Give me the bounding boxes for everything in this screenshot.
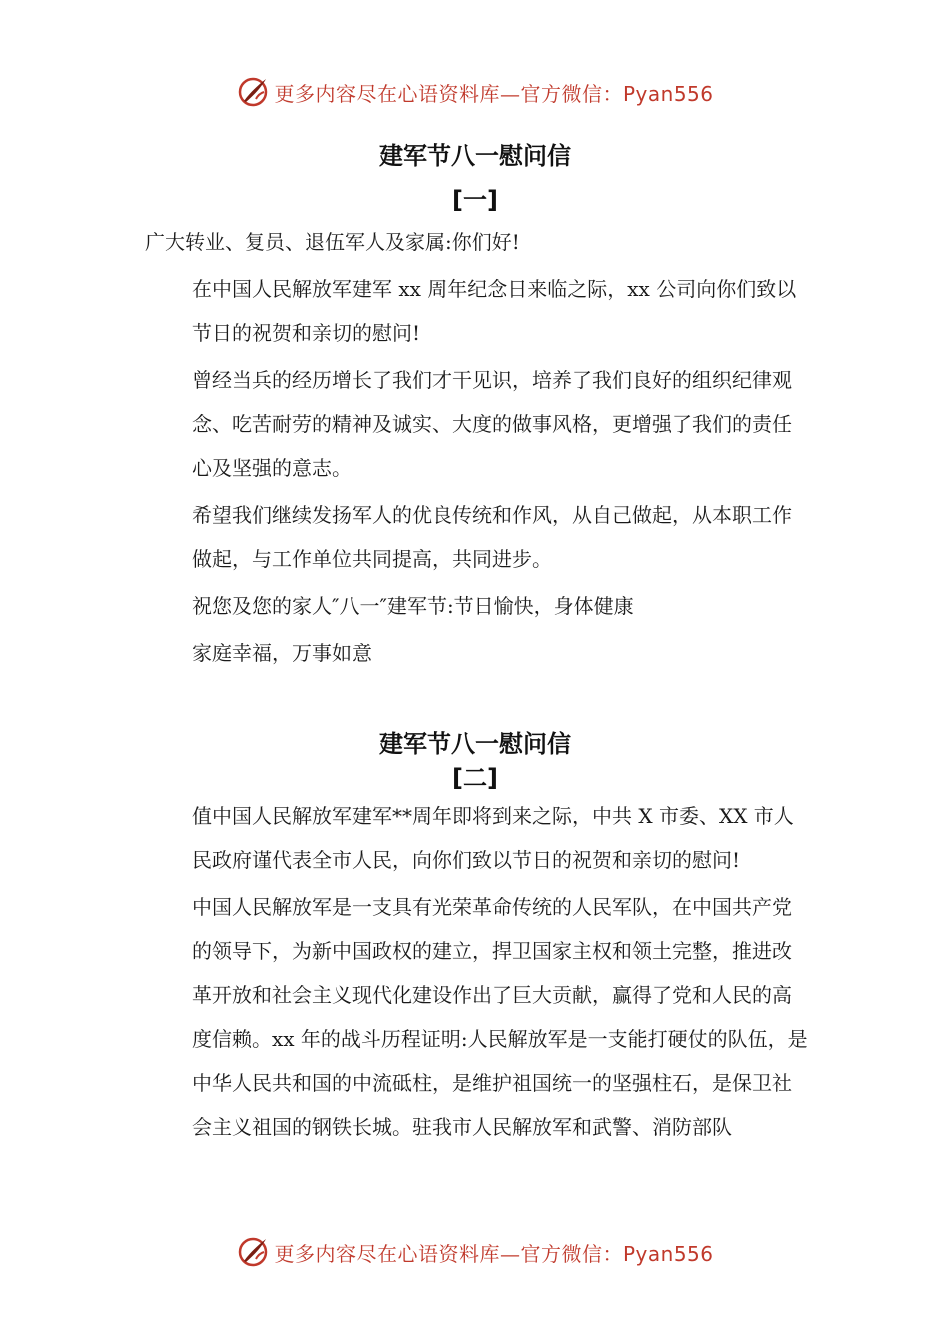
letter1-paragraph-2: 曾经当兵的经历增长了我们才干见识，培养了我们良好的组织纪律观念、吃苦耐劳的精神及诚实、大度的做事风格，更增强了我们的责任心及坚强的意志。 — [192, 368, 792, 480]
wechat-id: Pyan556 — [622, 1241, 714, 1266]
wechat-id: Pyan556 — [622, 81, 714, 106]
quill-logo-icon — [236, 75, 270, 109]
watermark-text: 更多内容尽在心语资料库—官方微信：Pyan556 — [274, 1241, 714, 1266]
letter1-section-label: [一] — [452, 186, 498, 214]
letter2-section-label: [二] — [452, 764, 498, 792]
quill-logo-icon — [236, 1235, 270, 1269]
letter1-salutation: 广大转业、复员、退伍军人及家属:你们好! — [145, 230, 520, 254]
letter1-closing-2: 家庭幸福，万事如意 — [192, 641, 372, 665]
letter1-paragraph-3: 希望我们继续发扬军人的优良传统和作风，从自己做起，从本职工作做起，与工作单位共同提高，共同进步。 — [192, 503, 792, 571]
letter1-closing-1: 祝您及您的家人″八一″建军节:节日愉快，身体健康 — [192, 594, 634, 618]
letter1-paragraph-1: 在中国人民解放军建军 xx 周年纪念日来临之际，xx 公司向你们致以节日的祝贺和亲切的慰问! — [192, 277, 797, 345]
letter2-paragraph-1: 值中国人民解放军建军**周年即将到来之际，中共 X 市委、XX 市人民政府谨代表全市人民，向你们致以节日的祝贺和亲切的慰问! — [192, 804, 794, 872]
header-watermark — [0, 72, 950, 112]
footer-watermark — [0, 1232, 950, 1272]
letter2-paragraph-2: 中国人民解放军是一支具有光荣革命传统的人民军队，在中国共产党的领导下，为新中国政权的建立，捍卫国家主权和领土完整，推进改革开放和社会主义现代化建设作出了巨大贡献，赢得了党和人民的高度信赖。xx 年的战斗历程证明:人民解放军是一支能打硬仗的队伍，是中华人民共和国的中流砥柱，是维护祖国统一的坚强柱石，是保卫社会主义祖国的钢铁长城。驻我市人民解放军和武警、消防部队 — [192, 895, 808, 1139]
letter1-title: 建军节八一慰问信 — [379, 142, 571, 170]
letter2-title: 建军节八一慰问信 — [379, 730, 571, 758]
watermark-text: 更多内容尽在心语资料库—官方微信：Pyan556 — [274, 81, 714, 106]
